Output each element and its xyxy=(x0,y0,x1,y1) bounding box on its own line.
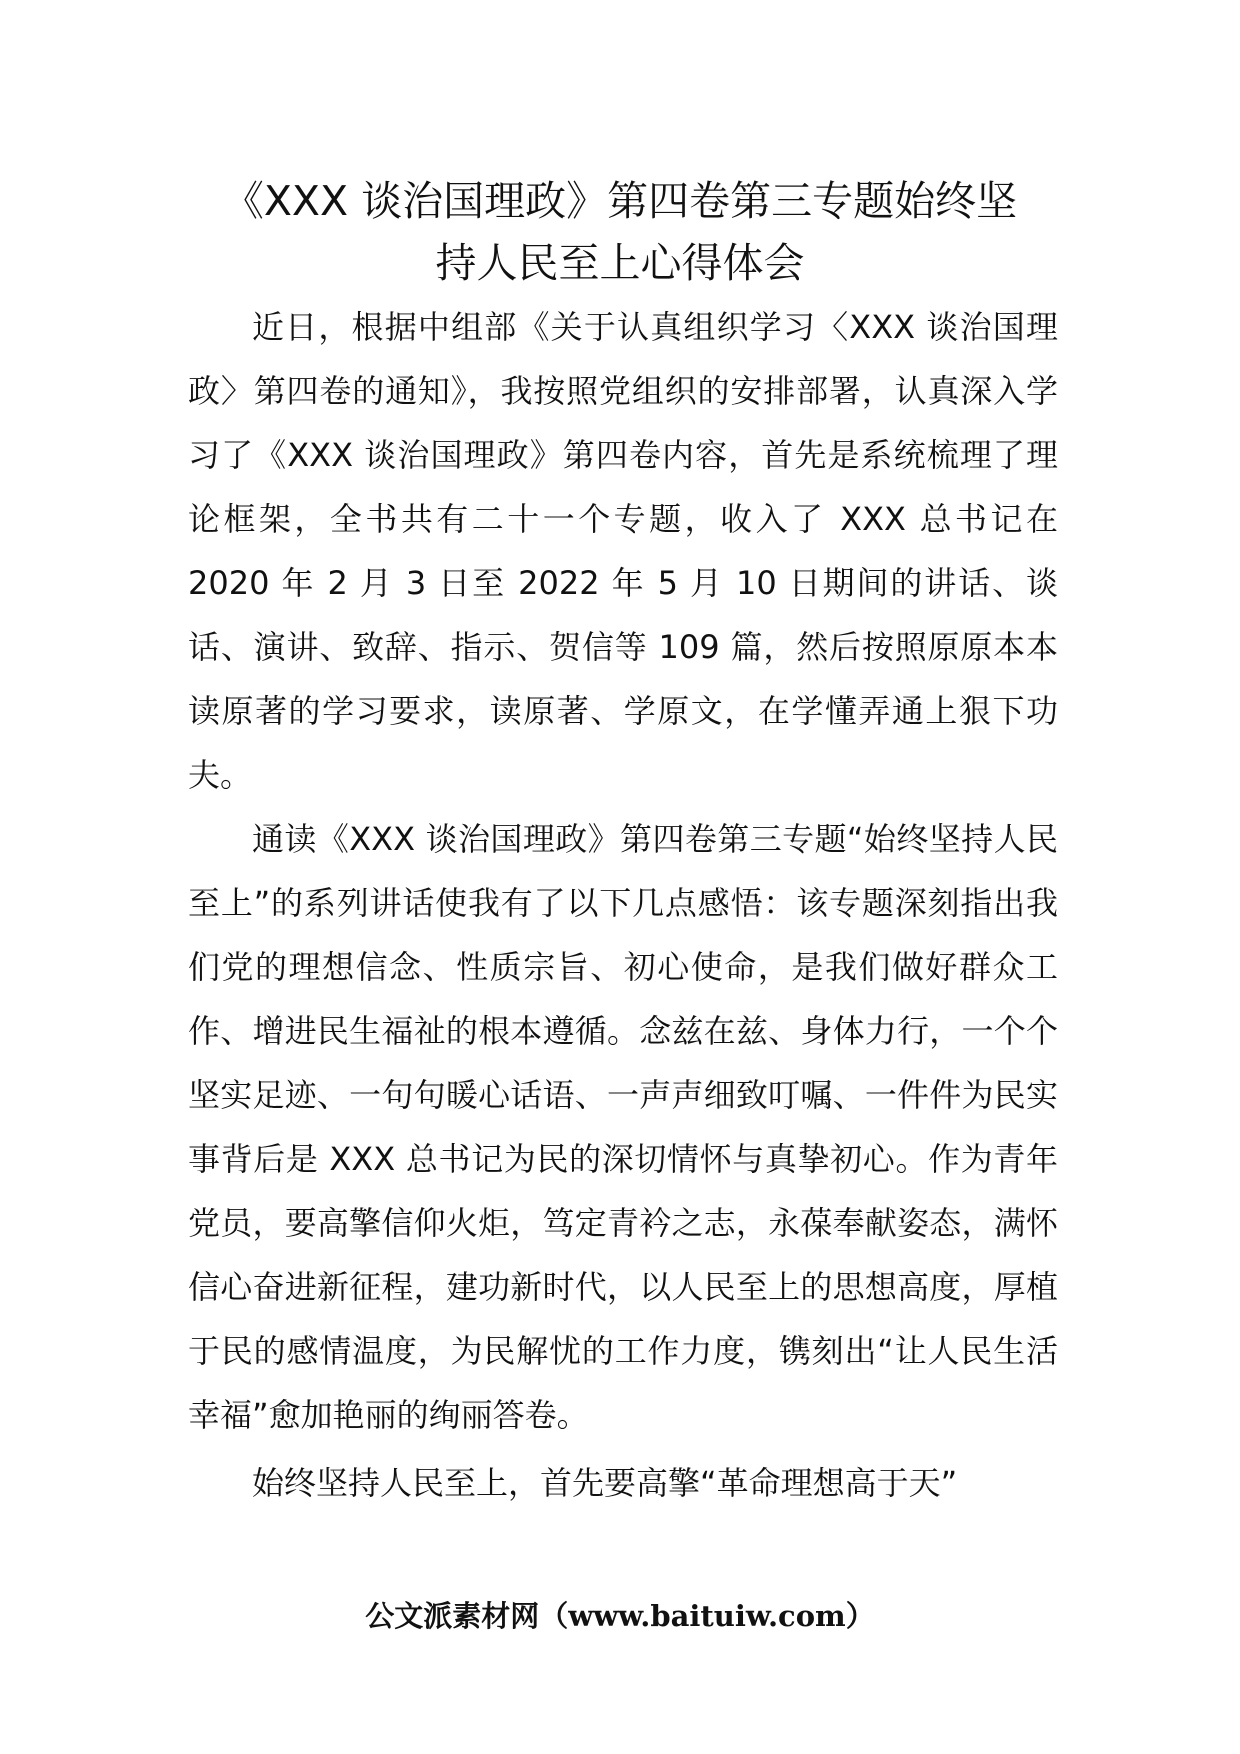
watermark-footer: 公文派素材网（www.baituiw.com） xyxy=(365,1599,875,1633)
body-paragraph-1: 近日，根据中组部《关于认真组织学习〈XXX 谈治国理政〉第四卷的通知》，我按照党组织的安排部署，认真深入学习了《XXX 谈治国理政》第四卷内容，首先是系统梳理了理论框架，全书共有二十一个专题，收入了 XXX 总书记在 2020 年 2 月 3 日至 2022 年 5 月 10 日期间的讲话、谈话、演讲、致辞、指示、贺信等 109 篇，然后按照原原本本读原著的学习要求，读原著、学原文，在学懂弄通上狠下功夫。 xyxy=(188,308,1058,794)
document-title-line-1: 《XXX 谈治国理政》第四卷第三专题始终坚 xyxy=(222,177,1018,225)
body-paragraph-3: 始终坚持人民至上，首先要高擎“革命理想高于天” xyxy=(252,1464,958,1502)
document-title-line-2: 持人民至上心得体会 xyxy=(435,239,805,287)
document-body xyxy=(188,295,1058,1515)
body-paragraph-2: 通读《XXX 谈治国理政》第四卷第三专题“始终坚持人民至上”的系列讲话使我有了以下几点感悟：该专题深刻指出我们党的理想信念、性质宗旨、初心使命，是我们做好群众工作、增进民生福祉的根本遵循。念兹在兹、身体力行，一个个坚实足迹、一句句暖心话语、一声声细致叮嘱、一件件为民实事背后是 XXX 总书记为民的深切情怀与真挚初心。作为青年党员，要高擎信仰火炬，笃定青衿之志，永葆奉献姿态，满怀信心奋进新征程，建功新时代，以人民至上的思想高度，厚植于民的感情温度，为民解忧的工作力度，镌刻出“让人民生活幸福”愈加艳丽的绚丽答卷。 xyxy=(188,820,1058,1434)
